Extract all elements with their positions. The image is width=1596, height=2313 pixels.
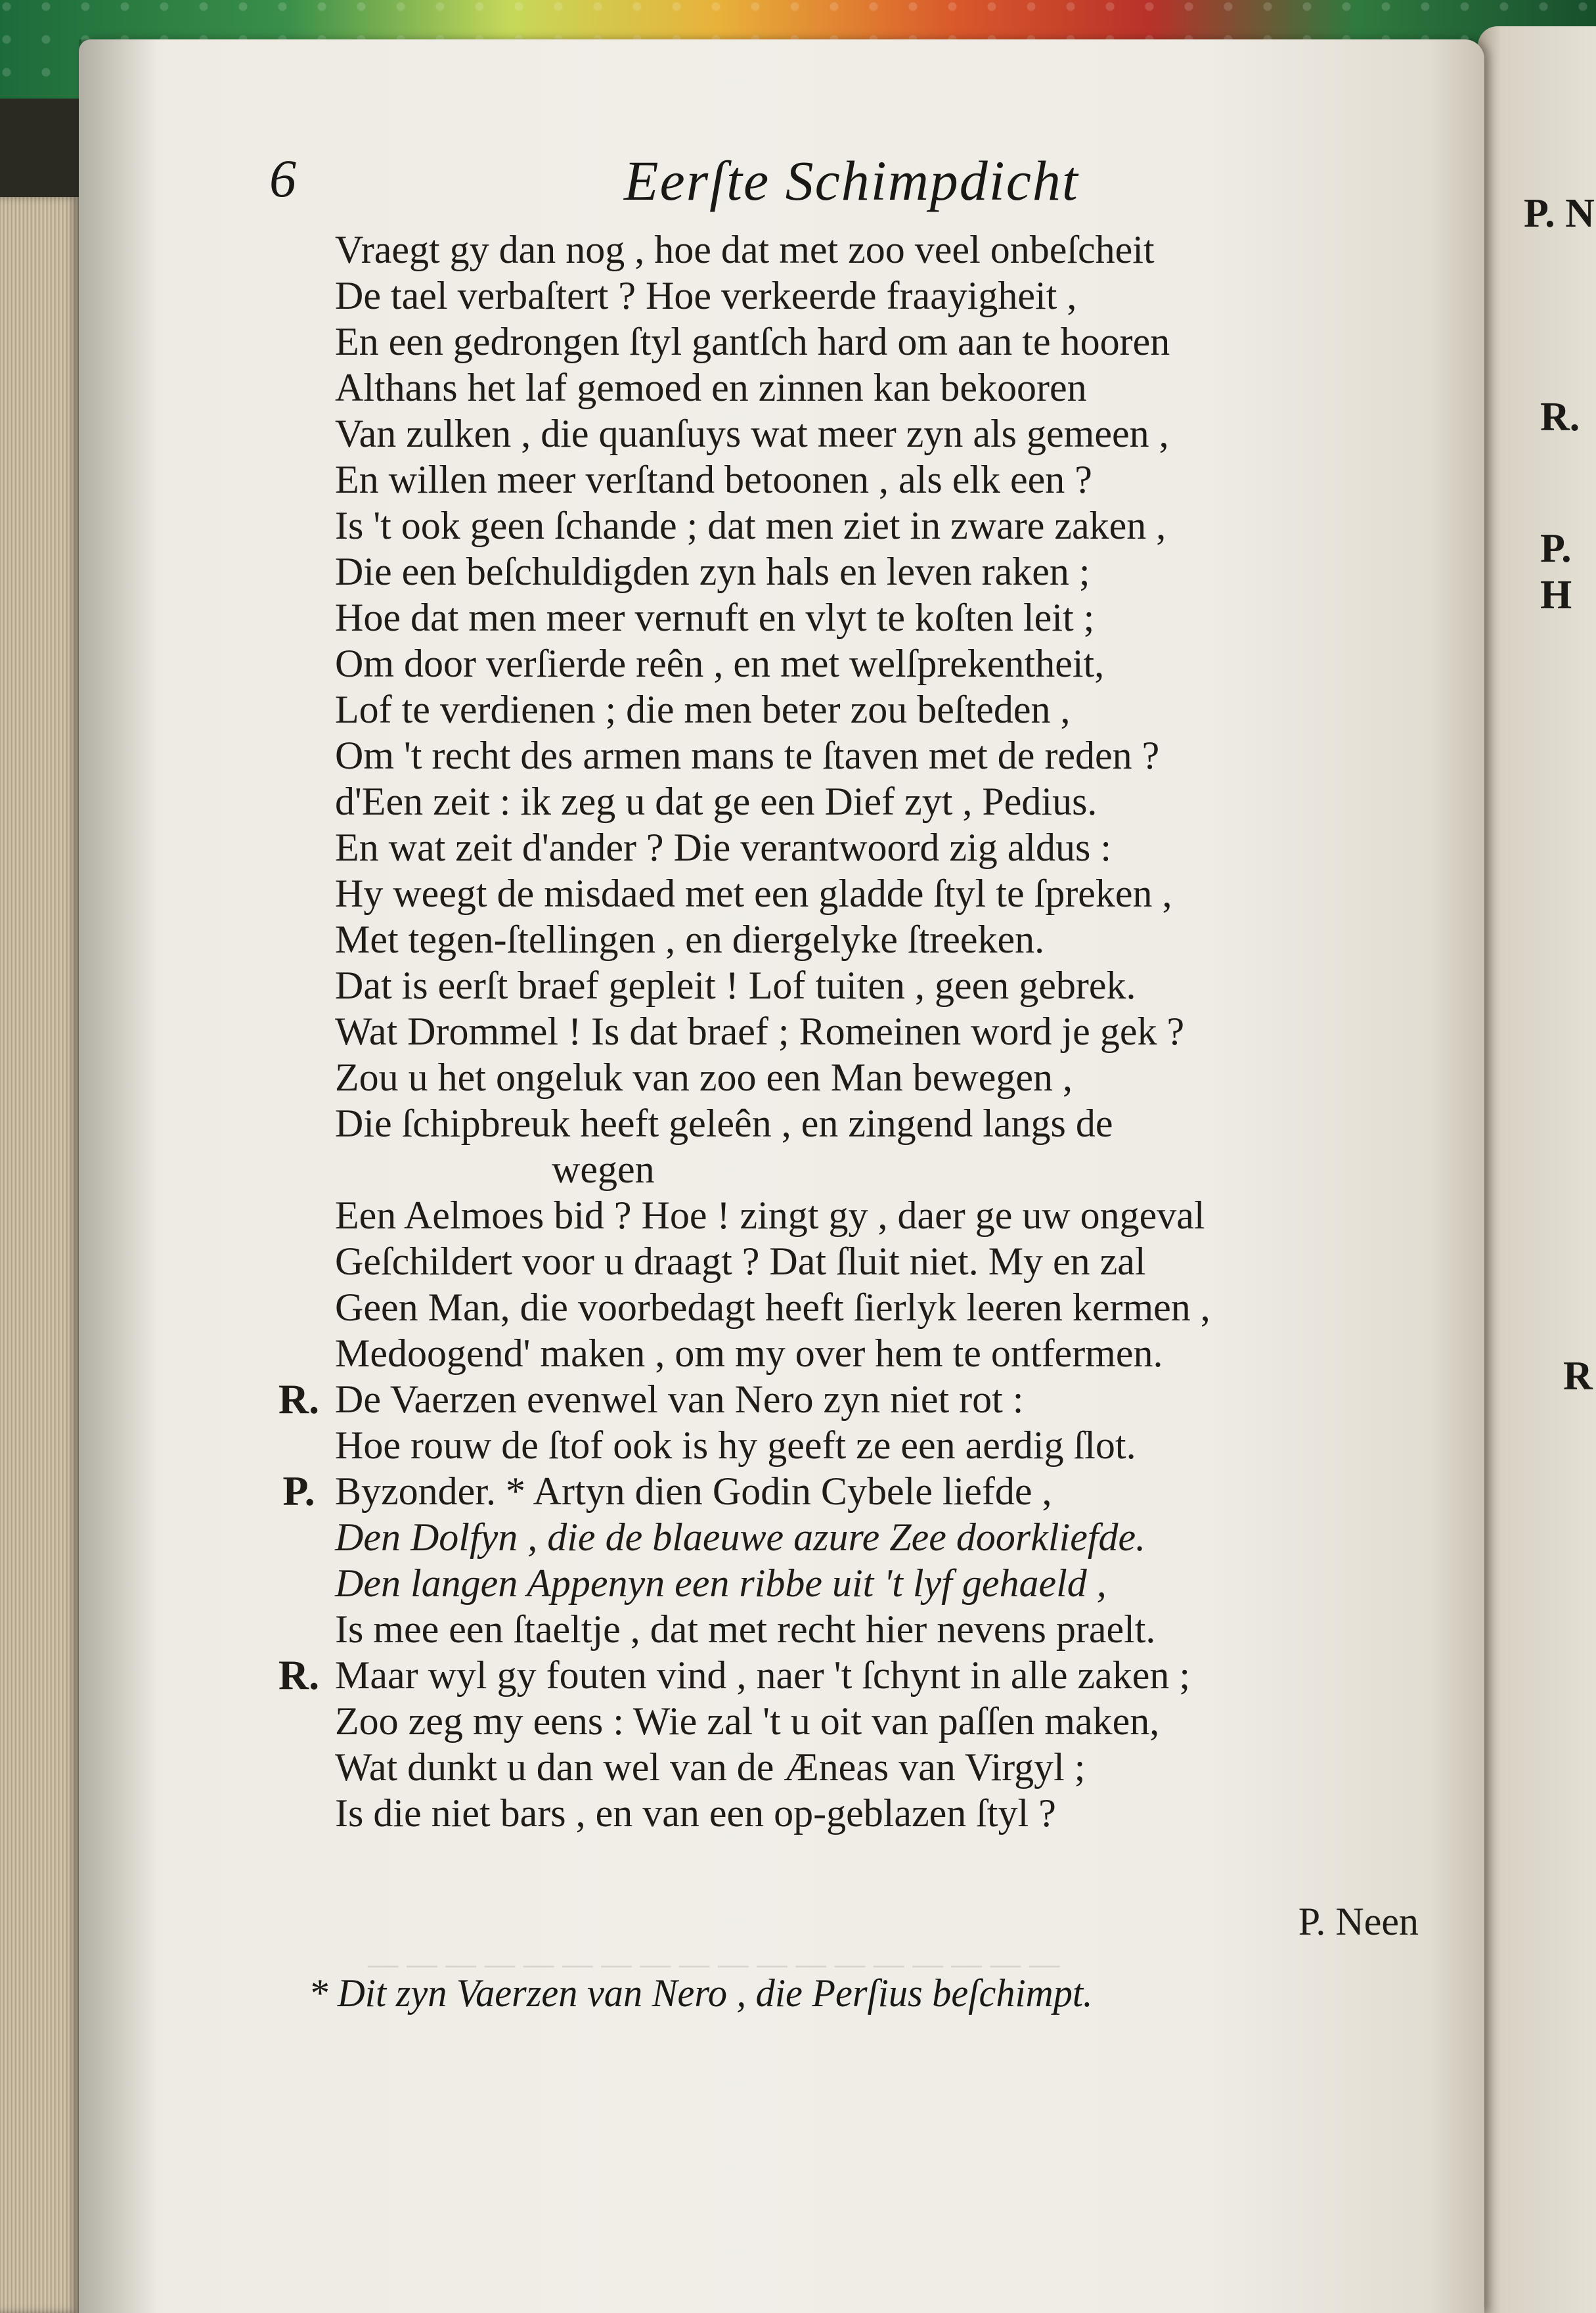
verse-line-text: Om door verſierde reên , en met welſprekentheit, <box>335 642 1105 685</box>
verse-line <box>269 1790 1432 1836</box>
verse-line <box>269 1560 1432 1606</box>
verse-line <box>269 319 1432 365</box>
verse-line-text: De tael verbaſtert ? Hoe verkeerde fraayigheit , <box>335 274 1077 317</box>
verse-line-text: Een Aelmoes bid ? Hoe ! zingt gy , daer ge uw ongeval <box>335 1194 1205 1237</box>
bleed-through-text: — — — — — — — — — — — — — — — — — — <box>368 1945 1060 1983</box>
verse-line-text: Die een beſchuldigden zyn hals en leven raken ; <box>335 550 1090 593</box>
verse-line <box>269 1468 1432 1514</box>
verse-line-text: Is mee een ſtaeltje , dat met recht hier nevens praelt. <box>335 1607 1156 1651</box>
verse-line-text: d'Een zeit : ik zeg u dat ge een Dief zyt , Pedius. <box>335 780 1097 823</box>
verse-line <box>269 1238 1432 1284</box>
verse-line-text: En wat zeit d'ander ? Die verantwoord zig aldus : <box>335 826 1112 869</box>
catchword-row <box>269 1898 1432 1944</box>
verse-line <box>269 916 1432 962</box>
verse-line <box>269 1054 1432 1100</box>
verse-line <box>269 1698 1432 1744</box>
speaker-marker: P. <box>282 1468 315 1514</box>
verse-line <box>269 824 1432 870</box>
verse-line-text: Althans het laf gemoed en zinnen kan bekooren <box>335 366 1087 409</box>
running-head <box>269 148 1254 227</box>
verse-line-text: Wat dunkt u dan wel van de Æneas van Virgyl ; <box>335 1745 1086 1789</box>
running-title: Eerſte Schimpdicht <box>624 149 1079 212</box>
verse-line-text: En een gedrongen ſtyl gantſch hard om aan te hooren <box>335 320 1170 363</box>
verse-line <box>269 1744 1432 1790</box>
verse-line <box>269 1606 1432 1652</box>
facing-page <box>1478 26 1596 2313</box>
facing-page-fragment: R <box>1563 1354 1593 1399</box>
catchword: P. Neen <box>1298 1900 1419 1943</box>
verse-line-text: Byzonder. * Artyn dien Godin Cybele liefde , <box>335 1470 1052 1513</box>
verse-line <box>269 549 1432 595</box>
verse-line <box>269 595 1432 640</box>
verse-line-text: wegen <box>552 1148 655 1191</box>
verse-line <box>269 503 1432 549</box>
verse-line <box>269 1514 1432 1560</box>
verse-line-text: Geen Man, die voorbedagt heeft ſierlyk leeren kermen , <box>335 1286 1210 1329</box>
verse-line <box>269 1652 1432 1698</box>
verse-line <box>269 1330 1432 1376</box>
verse-line <box>269 778 1432 824</box>
verse-line <box>269 962 1432 1008</box>
verse-line <box>269 411 1432 457</box>
verse-line <box>269 1100 1432 1146</box>
verse-line-text: Medoogend' maken , om my over hem te ontfermen. <box>335 1332 1163 1375</box>
verse-line-text: Is 't ook geen ſchande ; dat men ziet in zware zaken , <box>335 504 1166 547</box>
verse-line-text: Die ſchipbreuk heeft geleên , en zingend langs de <box>335 1102 1113 1145</box>
verse-line-text: Maar wyl gy fouten vind , naer 't ſchynt in alle zaken ; <box>335 1653 1191 1697</box>
verse-line-text: Met tegen-ſtellingen , en diergelyke ſtreeken. <box>335 918 1045 961</box>
speaker-marker: R. <box>278 1651 320 1698</box>
verse-line-text: Hy weegt de misdaed met een gladde ſtyl te ſpreken , <box>335 872 1172 915</box>
verse-line <box>269 227 1432 273</box>
verse-line <box>269 1146 1432 1192</box>
verse-line-text: Den langen Appenyn een ribbe uit 't lyf gehaeld , <box>335 1561 1107 1605</box>
verse-line <box>269 640 1432 686</box>
verse-line-text: Van zulken , die quanſuys wat meer zyn als gemeen , <box>335 412 1169 455</box>
verse-line-text: Lof te verdienen ; die men beter zou beſteden , <box>335 688 1071 731</box>
verse-line <box>269 1284 1432 1330</box>
verse-line-text: Den Dolfyn , die de blaeuwe azure Zee doorkliefde. <box>335 1516 1146 1559</box>
verse-line-text: De Vaerzen evenwel van Nero zyn niet rot : <box>335 1378 1024 1421</box>
verse-line <box>269 365 1432 411</box>
facing-page-fragment: P. N <box>1524 191 1595 236</box>
footnote: * Dit zyn Vaerzen van Nero , die Perſius beſchimpt. <box>309 1971 1093 2015</box>
verse-line <box>269 457 1432 503</box>
verse-line-text: Hoe rouw de ſtof ook is hy geeft ze een aerdig ſlot. <box>335 1424 1136 1467</box>
verse-line-text: En willen meer verſtand betoonen , als elk een ? <box>335 458 1092 501</box>
verse-line <box>269 1422 1432 1468</box>
verse-line-text: Vraegt gy dan nog , hoe dat met zoo veel onbeſcheit <box>335 228 1155 271</box>
speaker-marker: R. <box>278 1376 320 1422</box>
verse-line <box>269 1376 1432 1422</box>
verse-block <box>269 227 1432 1836</box>
verse-line <box>269 870 1432 916</box>
verse-line-text: Zoo zeg my eens : Wie zal 't u oit van paſſen maken, <box>335 1699 1160 1743</box>
verse-line <box>269 732 1432 778</box>
page-number: 6 <box>269 148 296 208</box>
verse-line <box>269 1008 1432 1054</box>
verse-line <box>269 273 1432 319</box>
gutter-shadow <box>79 39 158 2313</box>
facing-page-fragment: R. <box>1540 395 1580 439</box>
verse-line-text: Hoe dat men meer vernuft en vlyt te koſten leit ; <box>335 596 1095 639</box>
book-page-edges <box>0 197 79 2313</box>
verse-line-text: Wat Drommel ! Is dat braef ; Romeinen word je gek ? <box>335 1010 1185 1053</box>
verse-line-text: Geſchildert voor u draagt ? Dat ſluit niet. My en zal <box>335 1240 1146 1283</box>
facing-page-fragment: P. H <box>1540 526 1572 618</box>
verse-line-text: Is die niet bars , en van een op-geblazen ſtyl ? <box>335 1791 1056 1835</box>
verse-line <box>269 686 1432 732</box>
verse-line <box>269 1192 1432 1238</box>
verse-line-text: Dat is eerſt braef gepleit ! Lof tuiten , geen gebrek. <box>335 964 1136 1007</box>
verse-line-text: Om 't recht des armen mans te ſtaven met de reden ? <box>335 734 1160 777</box>
verse-line-text: Zou u het ongeluk van zoo een Man bewegen , <box>335 1056 1073 1099</box>
